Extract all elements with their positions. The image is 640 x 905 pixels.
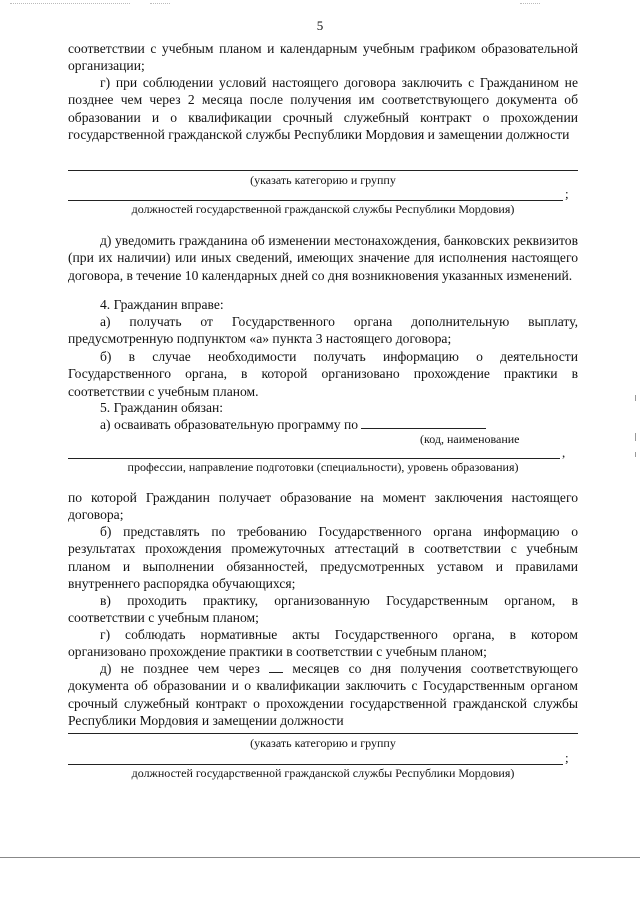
- field-caption: профессии, направление подготовки (специальности), уровень образования): [127, 460, 519, 474]
- fill-line: [68, 170, 578, 171]
- scan-artifact: [150, 3, 170, 5]
- paragraph: а) получать от Государственного органа дополнительную выплату, предусмотренную подпунктом «а» пункта 3 настоящего договора;: [68, 314, 578, 347]
- fill-line: [68, 764, 563, 765]
- field-caption: (указать категорию и группу: [250, 736, 396, 750]
- scan-edge-line: [0, 857, 640, 858]
- paragraph: г) при соблюдении условий настоящего договора заключить с Гражданином не позднее чем через 2 месяца после получения им соответствующего документа об образовании и о квалификации срочный служебный контракт о прохождении государственной гражданской службы Республики Мордовия и замещении должности: [68, 75, 578, 143]
- fill-blank: [269, 661, 283, 673]
- scan-artifact: [635, 395, 636, 401]
- scan-artifact: [635, 433, 636, 441]
- section-heading: 4. Гражданин вправе:: [100, 297, 224, 312]
- paragraph: д) уведомить гражданина об изменении местонахождения, банковских реквизитов (при их наличии) или иных сведений, имеющих значение для исполнения настоящего договора, в течение 10 календарных дней со дня возникновения указанных изменений.: [68, 233, 578, 283]
- paragraph: по которой Гражданин получает образование на момент заключения настоящего договора;: [68, 490, 578, 523]
- field-caption: (указать категорию и группу: [250, 173, 396, 187]
- punctuation: ;: [565, 750, 569, 765]
- field-caption: должностей государственной гражданской службы Республики Мордовия): [131, 202, 515, 216]
- page-number: 5: [316, 18, 324, 33]
- scan-artifact: [635, 452, 636, 457]
- paragraph: соответствии с учебным планом и календарным учебным графиком образовательной организации;: [68, 41, 578, 74]
- field-caption: должностей государственной гражданской службы Республики Мордовия): [131, 766, 515, 780]
- field-caption: (код, наименование: [420, 432, 520, 446]
- paragraph-text: месяцев со дня получения соответствующего документа об образовании и о квалификации заключить с Государственным органом срочный служебный контракт о прохождении государственной гражданской службы Республики Мордовия и замещении должности: [68, 661, 578, 729]
- paragraph: в) проходить практику, организованную Государственным органом, в соответствии с учебным планом;: [68, 593, 578, 626]
- paragraph-text: а) осваивать образовательную программу по: [100, 417, 359, 432]
- scan-artifact: [10, 3, 130, 5]
- punctuation: ;: [565, 186, 569, 201]
- fill-line: [68, 200, 563, 201]
- fill-line: [68, 733, 578, 734]
- punctuation: ,: [562, 445, 566, 460]
- paragraph: г) соблюдать нормативные акты Государственного органа, в котором организовано прохождение практики в соответствии с учебным планом;: [68, 627, 578, 660]
- paragraph: б) в случае необходимости получать информацию о деятельности Государственного органа, в которой организовано прохождение практики в соответствии с учебным планом.: [68, 349, 578, 399]
- scan-artifact: [520, 3, 540, 5]
- paragraph: [68, 660, 578, 730]
- fill-line: [68, 458, 560, 459]
- paragraph: [68, 416, 578, 433]
- paragraph-text: д) не позднее чем через: [100, 661, 260, 676]
- section-heading: 5. Гражданин обязан:: [100, 400, 224, 415]
- paragraph: б) представлять по требованию Государственного органа информацию о результатах прохождения промежуточных аттестаций в соответствии с учебным планом и выполнении обязанностей, предусмотренных уставом и правилами внутреннего распорядка обучающихся;: [68, 524, 578, 592]
- fill-line: [361, 417, 486, 429]
